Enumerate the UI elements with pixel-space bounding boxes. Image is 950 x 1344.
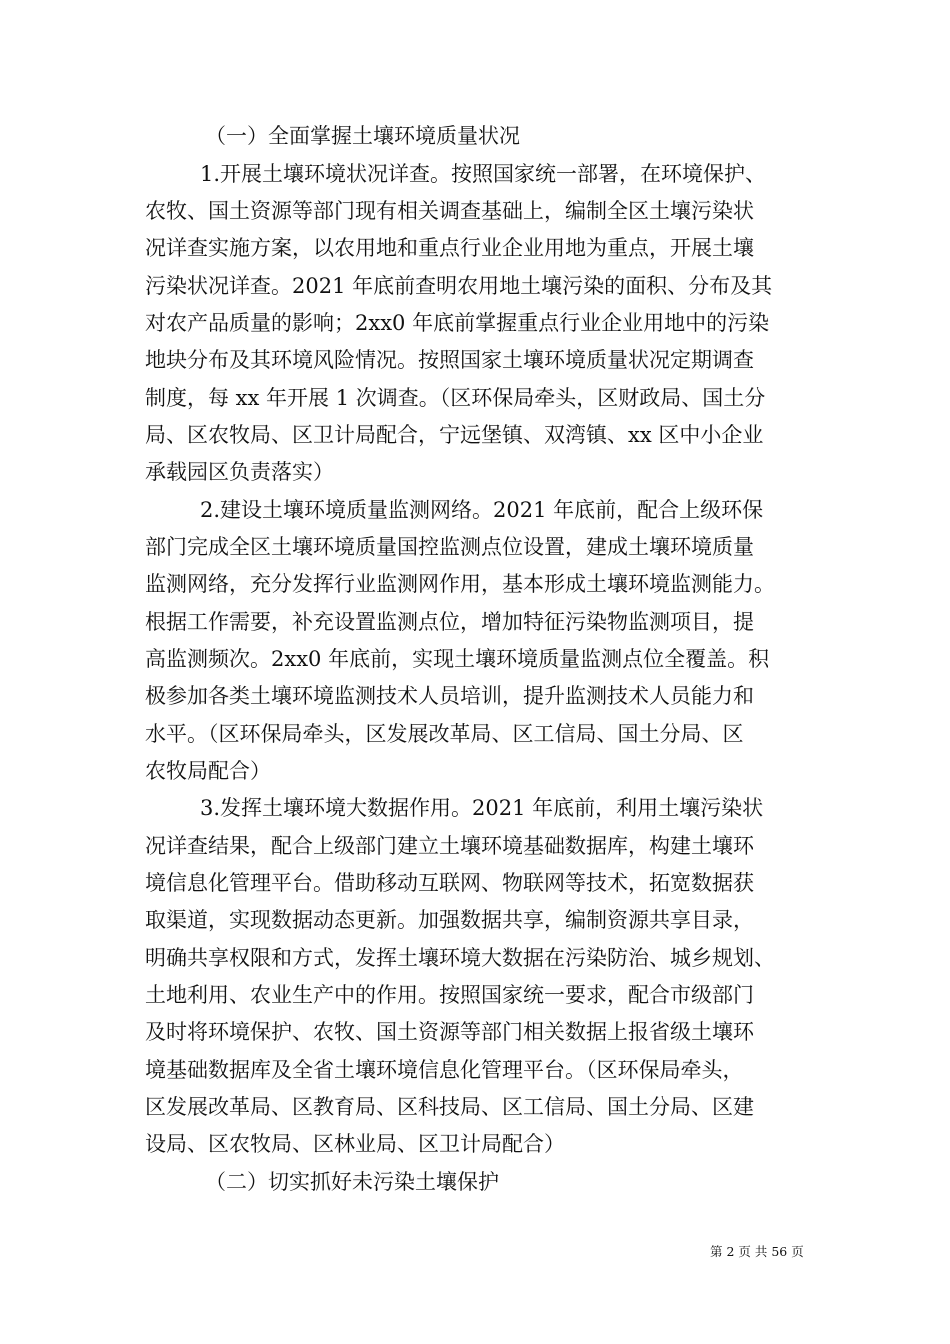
paragraph-2-line: 根据工作需要，补充设置监测点位，增加特征污染物监测项目，提 — [145, 610, 754, 634]
paragraph-1-line: 1.开展土壤环境状况详查。按照国家统一部署，在环境保护、 — [200, 162, 767, 186]
paragraph-3-line: 境信息化管理平台。借助移动互联网、物联网等技术，拓宽数据获 — [145, 871, 754, 895]
paragraph-3-line: 区发展改革局、区教育局、区科技局、区工信局、国土分局、区建 — [145, 1095, 754, 1119]
paragraph-2-line: 高监测频次。2xx0 年底前，实现土壤环境质量监测点位全覆盖。积 — [145, 647, 770, 671]
paragraph-1-line: 制度，每 xx 年开展 1 次调查。（区环保局牵头，区财政局、国土分 — [145, 386, 766, 410]
paragraph-3-line: 取渠道，实现数据动态更新。加强数据共享，编制资源共享目录， — [145, 908, 754, 932]
paragraph-3-line: 土地利用、农业生产中的作用。按照国家统一要求，配合市级部门 — [145, 983, 754, 1007]
paragraph-2-line: 2.建设土壤环境质量监测网络。2021 年底前，配合上级环保 — [200, 498, 764, 522]
section-heading-1: （一）全面掌握土壤环境质量状况 — [205, 124, 520, 148]
paragraph-3-line: 况详查结果，配合上级部门建立土壤环境基础数据库，构建土壤环 — [145, 834, 754, 858]
paragraph-3-line: 明确共享权限和方式，发挥土壤环境大数据在污染防治、城乡规划、 — [145, 946, 775, 970]
paragraph-1-line: 承载园区负责落实） — [145, 460, 334, 484]
paragraph-2-line: 部门完成全区土壤环境质量国控监测点位设置，建成土壤环境质量 — [145, 535, 754, 559]
paragraph-1-line: 污染状况详查。2021 年底前查明农用地土壤污染的面积、分布及其 — [145, 274, 773, 298]
paragraph-3-line: 及时将环境保护、农牧、国土资源等部门相关数据上报省级土壤环 — [145, 1020, 754, 1044]
paragraph-2-line: 监测网络，充分发挥行业监测网作用，基本形成土壤环境监测能力。 — [145, 572, 775, 596]
paragraph-2-line: 水平。（区环保局牵头，区发展改革局、区工信局、国土分局、区 — [145, 722, 744, 746]
page-number: 第 2 页 共 56 页 — [710, 1244, 804, 1259]
paragraph-1-line: 况详查实施方案，以农用地和重点行业企业用地为重点，开展土壤 — [145, 236, 754, 260]
paragraph-3-line: 设局、区农牧局、区林业局、区卫计局配合） — [145, 1132, 565, 1156]
paragraph-3-line: 境基础数据库及全省土壤环境信息化管理平台。（区环保局牵头， — [145, 1058, 744, 1082]
paragraph-2-line: 农牧局配合） — [145, 759, 271, 783]
paragraph-1-line: 对农产品质量的影响；2xx0 年底前掌握重点行业企业用地中的污染 — [145, 311, 770, 335]
paragraph-3-line: 3.发挥土壤环境大数据作用。2021 年底前，利用土壤污染状 — [200, 796, 764, 820]
section-heading-2: （二）切实抓好未污染土壤保护 — [205, 1170, 499, 1194]
paragraph-1-line: 农牧、国土资源等部门现有相关调查基础上，编制全区土壤污染状 — [145, 199, 754, 223]
paragraph-1-line: 局、区农牧局、区卫计局配合，宁远堡镇、双湾镇、xx 区中小企业 — [145, 423, 764, 447]
paragraph-2-line: 极参加各类土壤环境监测技术人员培训，提升监测技术人员能力和 — [145, 684, 754, 708]
paragraph-1-line: 地块分布及其环境风险情况。按照国家土壤环境质量状况定期调查 — [145, 348, 754, 372]
